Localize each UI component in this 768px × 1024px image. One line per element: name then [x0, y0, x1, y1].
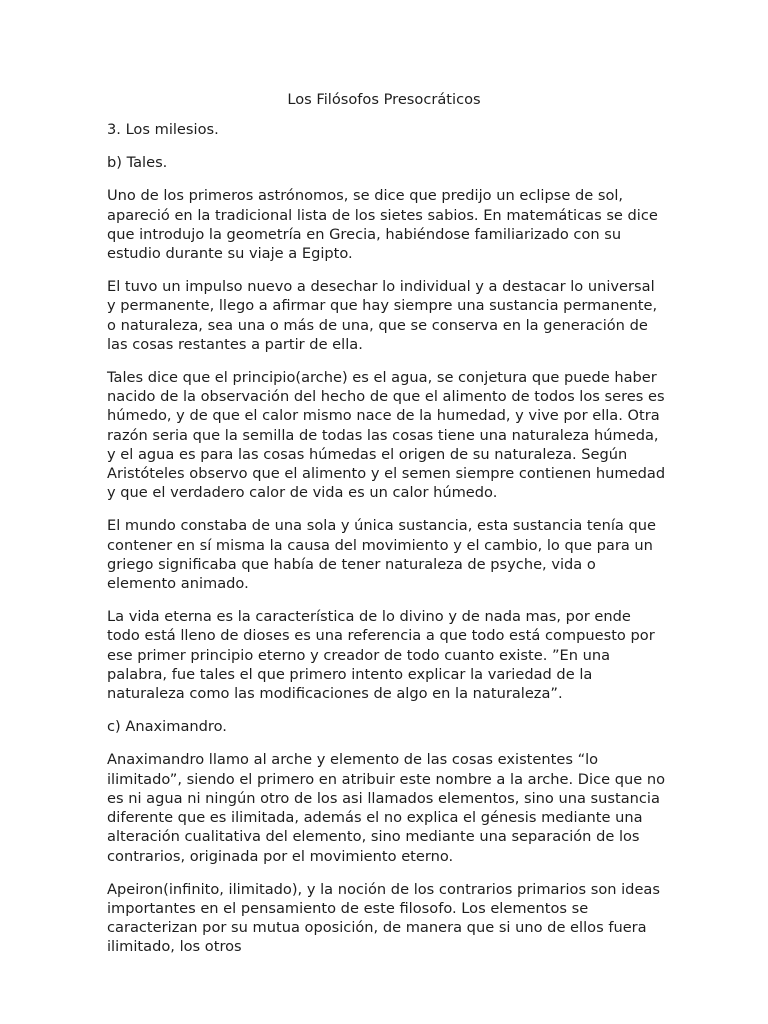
document-body: [107, 120, 667, 971]
paragraph: La vida eterna es la característica de lo divino y de nada mas, por ende todo está lleno de dioses es una referencia a que todo está compuesto por ese primer principio eterno y creador de todo cuanto existe. ”En una palabra, fue tales el que primero intento explicar la variedad de la naturaleza como las modificaciones de algo en la naturaleza”.: [107, 608, 655, 703]
page-title: Los Filósofos Presocráticos: [287, 91, 481, 108]
paragraph: Uno de los primeros astrónomos, se dice que predijo un eclipse de sol, apareció en la tradicional lista de los sietes sabios. En matemáticas se dice que introdujo la geometría en Grecia, habiéndose familiarizado con su estudio durante su viaje a Egipto.: [107, 187, 658, 263]
paragraph: El mundo constaba de una sola y única sustancia, esta sustancia tenía que contener en sí misma la causa del movimiento y el cambio, lo que para un griego significaba que había de tener naturaleza de psyche, vida o elemento animado.: [107, 517, 657, 593]
section-heading-milesios: 3. Los milesios.: [107, 121, 219, 138]
subsection-heading-tales: b) Tales.: [107, 154, 168, 172]
paragraph: Apeiron(infinito, ilimitado), y la noción de los contrarios primarios son ideas importantes en el pensamiento de este filosofo. Los elementos se caracterizan por su mutua oposición, de manera que si uno de ellos fuera ilimitado, los otros: [107, 880, 660, 956]
paragraph: El tuvo un impulso nuevo a desechar lo individual y a destacar lo universal y permanente, llego a afirmar que hay siempre una sustancia permanente, o naturaleza, sea una o más de una, que se conserva en la generación de las cosas restantes a partir de ella.: [107, 278, 658, 353]
paragraph: Anaximandro llamo al arche y elemento de las cosas existentes “lo ilimitado”, siendo el primero en atribuir este nombre a la arche. Dice que no es ni agua ni ningún otro de los asi llamados elementos, sino una sustancia diferente que es ilimitada, además el no explica el génesis mediante una alteración cualitativa del elemento, sino mediante una separación de los contrarios, originada por el movimiento eterno.: [107, 751, 666, 865]
subsection-heading-anaximandro: c) Anaximandro.: [107, 718, 227, 736]
paragraph: Tales dice que el principio(arche) es el agua, se conjetura que puede haber nacido de la observación del hecho de que el alimento de todos los seres es húmedo, y de que el calor mismo nace de la humedad, y vive por ella. Otra razón seria que la semilla de todas las cosas tiene una naturaleza húmeda, y el agua es para las cosas húmedas el origen de su naturaleza. Según Aristóteles observo que el alimento y el semen siempre contienen humedad y que el verdadero calor de vida es un calor húmedo.: [107, 369, 666, 502]
